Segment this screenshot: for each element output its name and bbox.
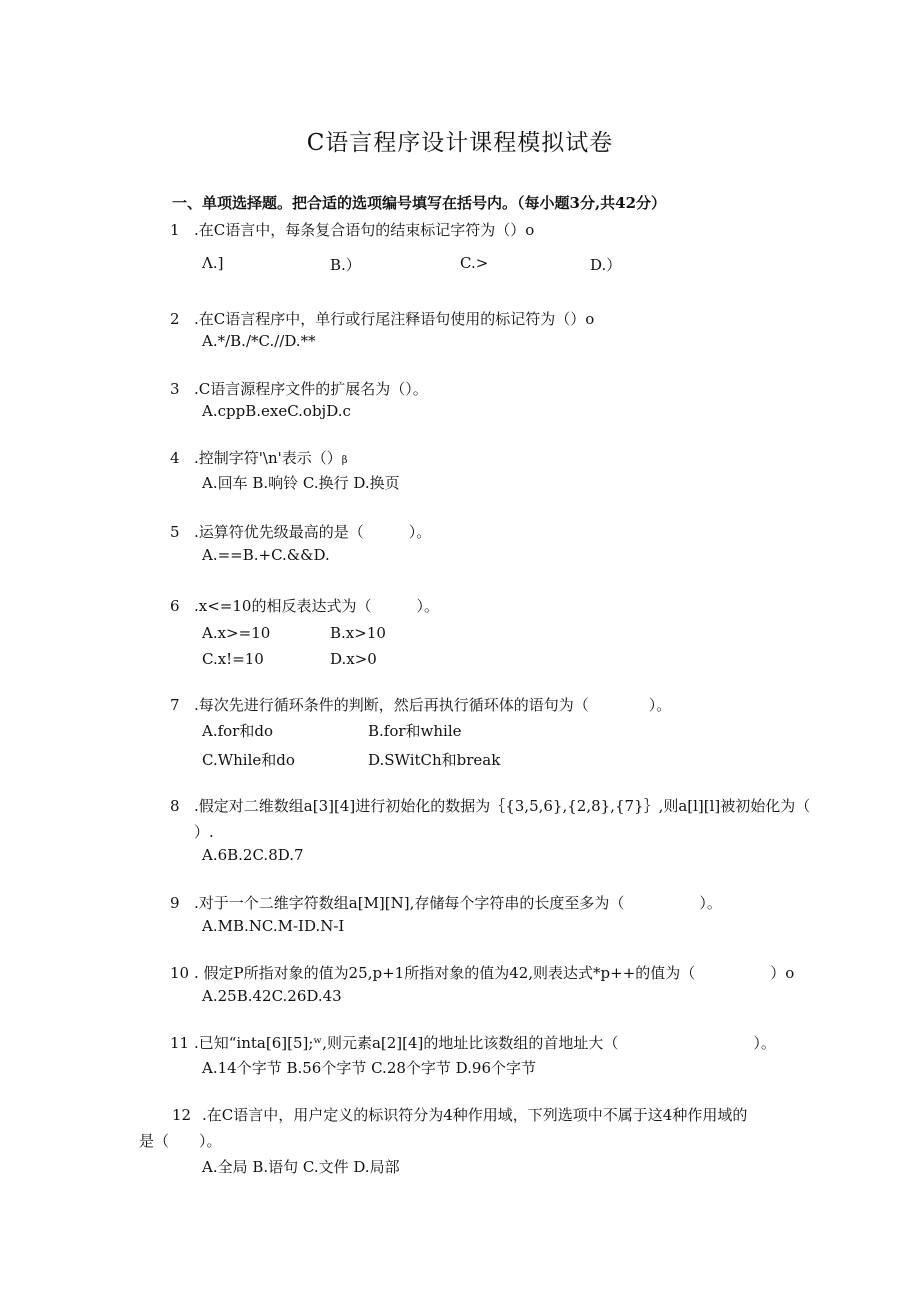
question-number: 11 (170, 1034, 190, 1052)
question-9 (170, 892, 722, 913)
question-11 (170, 1032, 776, 1053)
options-line: A.==B.+C.&&D. (202, 546, 330, 564)
question-number: 8 (170, 797, 180, 815)
question-text: .控制字符'\n'表示（） (194, 449, 342, 467)
question-6 (170, 595, 439, 616)
question-4 (170, 447, 348, 468)
option-c: C.> (460, 254, 489, 272)
question-text: . 假定P所指对象的值为25,p+1所指对象的值为42,则表达式*p++的值为（ ）o (194, 964, 795, 982)
question-number: 9 (170, 894, 180, 912)
question-text: .在C语言程序中，单行或行尾注释语句使用的标记符为（）o (194, 310, 595, 328)
question-number: 12 (172, 1106, 192, 1124)
question-5 (170, 521, 431, 542)
question-12 (172, 1104, 747, 1125)
section-heading: 一、单项选择题。把合适的选项编号填写在括号内。（每小题3分,共42分） (172, 194, 667, 212)
options-line: A.14个字节 B.56个字节 C.28个字节 D.96个字节 (202, 1059, 537, 1077)
question-number: 10 (170, 964, 190, 982)
question-text: .对于一个二维字符数组a[M][N],存储每个字符串的长度至多为（ ）。 (194, 894, 722, 912)
option-a: A.x>=10 (202, 624, 271, 642)
option-c: C.While和do (202, 751, 295, 769)
option-b: B.for和while (368, 722, 462, 740)
question-text: .运算符优先级最高的是（ ）。 (194, 523, 432, 541)
option-d: D.SWitCh和break (368, 751, 501, 769)
question-text: .已知“inta[6][5];ʷ,则元素a[2][4]的地址比该数组的首地址大（ ）。 (194, 1034, 776, 1052)
question-number: 7 (170, 696, 180, 714)
question-text: .x<=10的相反表达式为（ ）。 (194, 597, 439, 615)
option-d: D.x>0 (330, 650, 377, 668)
options-line: A.MB.NC.M-ID.N-I (202, 917, 345, 935)
option-b: B.） (330, 256, 361, 274)
question-text: .在C语言中，每条复合语句的结束标记字符为（）o (194, 221, 535, 239)
option-a: A.for和do (202, 722, 273, 740)
question-1 (170, 219, 534, 240)
question-2 (170, 308, 594, 329)
options-line: A.cppB.exeC.objD.c (202, 402, 351, 420)
question-number: 5 (170, 523, 180, 541)
question-8 (170, 795, 810, 816)
question-number: 4 (170, 449, 180, 467)
options-line: A.6B.2C.8D.7 (202, 846, 304, 864)
question-suffix: β (341, 455, 348, 466)
question-number: 1 (170, 221, 180, 239)
question-number: 3 (170, 380, 180, 398)
option-b: B.x>10 (330, 624, 386, 642)
options-line: A.*/B./*C.//D.** (202, 332, 316, 350)
question-3 (170, 378, 428, 399)
options-line: A.25B.42C.26D.43 (202, 987, 342, 1005)
question-number: 6 (170, 597, 180, 615)
option-c: C.x!=10 (202, 650, 264, 668)
question-7 (170, 694, 671, 715)
question-text: .每次先进行循环条件的判断，然后再执行循环体的语句为（ ）。 (194, 696, 672, 714)
options-line: A.回车 B.响铃 C.换行 D.换页 (202, 474, 400, 492)
question-10 (170, 962, 794, 983)
question-number: 2 (170, 310, 180, 328)
question-text: .C语言源程序文件的扩展名为（）。 (194, 380, 428, 398)
question-continuation: ）. (194, 823, 214, 841)
question-text: .在C语言中，用户定义的标识符分为4种作用域，下列选项中不属于这4种作用域的 (202, 1106, 748, 1124)
question-text: .假定对二维数组a[3][4]进行初始化的数据为｛{3,5,6},{2,8},{7}｝,则a[l][l]被初始化为（ (194, 797, 811, 815)
options-line: A.全局 B.语句 C.文件 D.局部 (202, 1158, 400, 1176)
page-title: C语言程序设计课程模拟试卷 (306, 130, 614, 156)
option-d: D.） (590, 256, 622, 274)
question-continuation: 是（ ）。 (139, 1132, 222, 1150)
option-a: Λ.] (202, 254, 224, 272)
